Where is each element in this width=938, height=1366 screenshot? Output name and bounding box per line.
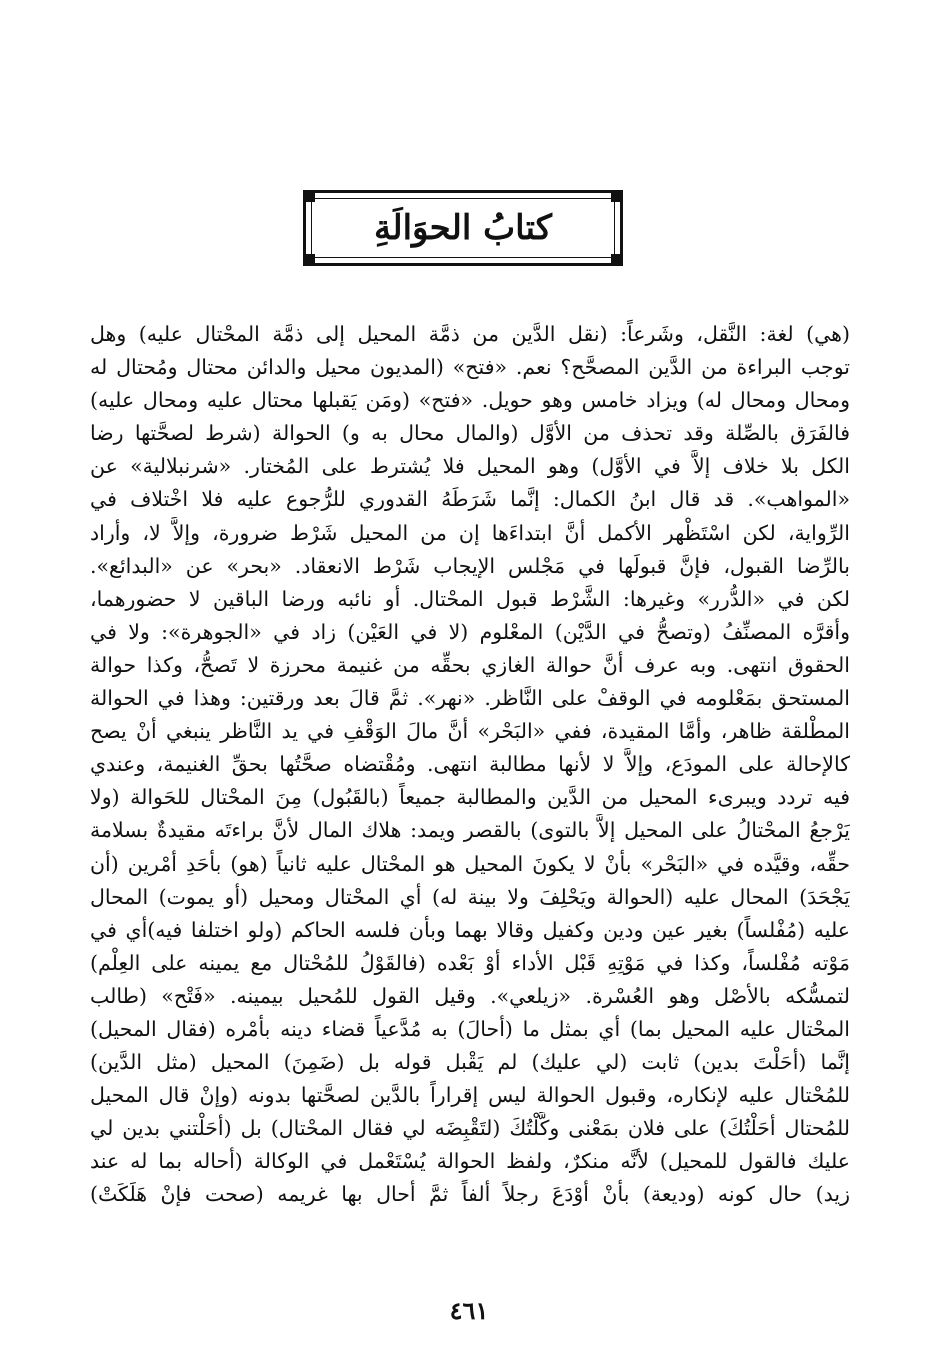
frame-corner	[303, 190, 315, 202]
text-line: (هي) لغة: النَّقل، وشَرعاً: (نقل الدَّين من ذمَّة المحيل إلى ذمَّة المحْتال عليه) وهل	[90, 322, 850, 346]
text-line: إنَّما (أحَلْتَ بدين) ثابت (لي عليك) لم يَقْبل قوله بل (ضَمِنَ) المحيل (مثل الدَّين)	[90, 1050, 850, 1075]
text-line: للمُحتال أحَلْتُكَ) على فلان بمَعْنى وكَّلْتُكَ (لتَقْبِضَه لي فقال المحْتال) بل (أحَلْتني بدين لي	[90, 1116, 850, 1141]
chapter-title-frame	[303, 190, 623, 266]
text-line: الكل بلا خلاف إلاَّ في الأوَّل) وهو المحيل فلا يُشترط على المُختار. «شرنبلالية» عن	[90, 454, 850, 479]
text-line: «المواهب». قد قال ابنُ الكمال: إنَّما شَرَطَهُ القدوري للرُّجوع عليه فلا اخْتلاف في	[90, 487, 850, 512]
text-line: المطْلقة ظاهر، وأمَّا المقيدة، ففي «البَحْر» أنَّ مالَ الوَقْفِ في يد النَّاظر ينبغي أنْ يصح	[90, 719, 850, 744]
text-line: مَوْته مُفْلساً، وكذا في مَوْتِهِ قَبْل الأداء أوْ بَعْده (فالقَوْلُ للمُحْتال مع يمينه على العِلْم)	[90, 950, 850, 975]
text-line: عليك فالقول للمحيل) لأنَّه منكرٌ، ولفظ الحوالة يُسْتَعْمل في الوكالة (أحاله بما له عند	[90, 1149, 850, 1174]
text-line: فيه تردد ويبرىء المحيل من الدَّين والمطالبة جميعاً (بالقَبُول) مِنَ المحْتال للحَوالة (ولا	[90, 785, 850, 810]
body-text	[90, 318, 850, 1278]
text-line: الرِّواية، لكن اسْتَظْهر الأكمل أنَّ ابتداءَها إن من المحيل شَرْط ضرورة، وإلاَّ لا، وأراد	[90, 520, 850, 545]
text-line: فالفَرَق بالصِّلة وقد تحذف من الأوَّل (والمال محال به و) الحوالة (شرط لصحَّتها رضا	[90, 421, 850, 446]
text-line: لتمسُّكه بالأصْل وهو العُسْرة. «زيلعي». وقيل القول للمُحيل بيمينه. «فَتْح» (طالب	[90, 983, 850, 1008]
frame-corner	[611, 190, 623, 202]
text-line: ومحال ومحال له) ويزاد خامس وهو حويل. «فتح» (ومَن يَقبلها محتال عليه ومحال عليه)	[90, 388, 850, 413]
text-line: وأقرَّه المصنِّفُ (وتصحُّ في الدَّيْن) المعْلوم (لا في العَيْن) زاد في «الجوهرة»: ولا في	[90, 619, 850, 644]
text-line: المحْتال عليه المحيل بما) أي بمثل ما (أحالَ) به مُدَّعياً قضاء دينه بأمْره (فقال المحيل)	[90, 1016, 850, 1041]
page-number: ٤٦١	[449, 1296, 489, 1325]
text-line: يَجْحَدَ) المحال عليه (الحوالة ويَحْلِفَ ولا بينة له) أي المحْتال ومحيل (أو يموت) المحال	[90, 884, 850, 909]
text-line: عليه (مُفْلساً) بغير عين ودين وكفيل وقالا بهما وبأن فلسه الحاكم (ولو اختلفا فيه)أي في	[90, 917, 850, 942]
frame-corner	[611, 254, 623, 266]
chapter-title: كتابُ الحوَالَةِ	[373, 208, 552, 248]
text-line: بالرِّضا القبول، فإنَّ قبولَها في مَجْلس الإيجاب شَرْط الانعقاد. «بحر» عن «البدائع».	[90, 553, 850, 578]
text-line: لكن في «الدُّرر» وغيرها: الشَّرْط قبول المحْتال. أو نائبه ورضا الباقين لا حضورهما،	[90, 586, 850, 611]
text-line: الحقوق انتهى. وبه عرف أنَّ حوالة الغازي بحقِّه من غنيمة محرزة لا تَصحُّ، وكذا حوالة	[90, 652, 850, 677]
text-line: زيد) حال كونه (وديعة) بأنْ أوْدَعَ رجلاً ألفاً ثمَّ أحال بها غريمه (صحت فإنْ هَلَكَتْ)	[90, 1182, 850, 1207]
text-line: كالإحالة على المودَع، وإلاَّ لا لأنها مطالبة انتهى. ومُقْتضاه صحَّتُها بحقِّ الغنيمة، وعندي	[90, 752, 850, 777]
text-line: يَرْجعُ المحْتالُ على المحيل إلاَّ بالتوى) بالقصر ويمد: هلاك المال لأنَّ براءتَه مقيدةٌ بسلامة	[90, 818, 850, 843]
text-line: للمُحْتال عليه لإنكاره، وقبول الحوالة ليس إقراراً بالدَّين لصحَّتها بدونه (وإنْ قال المحيل	[90, 1083, 850, 1108]
frame-corner	[303, 254, 315, 266]
text-line: توجب البراءة من الدَّين المصحَّح؟ نعم. «فتح» (المديون محيل والدائن محتال ومُحتال له	[90, 355, 850, 380]
text-line: المستحق بمَعْلومه في الوقفْ على النَّاظر. «نهر». ثمَّ قالَ بعد ورقتين: وهذا في الحوالة	[90, 686, 850, 711]
text-line: حقِّه، وقيَّده في «البَحْر» بأنْ لا يكونَ المحيل هو المحْتال عليه ثانياً (هو) بأحَدِ أمْرين (أن	[90, 851, 850, 876]
